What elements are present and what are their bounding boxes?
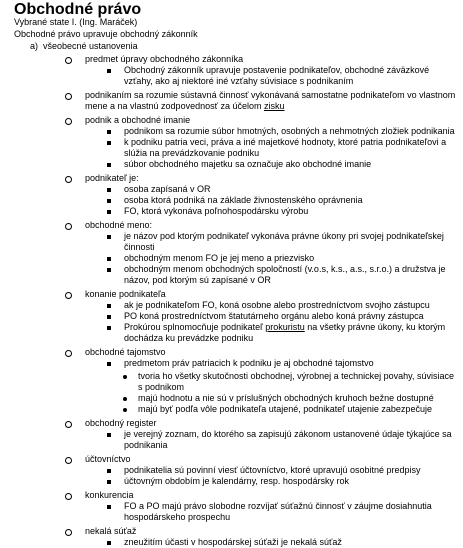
circle-bullet-icon (65, 118, 72, 125)
point (107, 322, 456, 344)
point-list (107, 126, 456, 170)
square-bullet-icon (107, 130, 111, 134)
square-bullet-icon (107, 257, 111, 261)
dot-bullet-icon (123, 397, 127, 401)
circle-bullet-icon (65, 493, 72, 500)
section-commercial-register (65, 418, 456, 451)
subpoint-list (123, 371, 456, 415)
point-text: osoba ktorá podniká na základe živnostenského oprávnenia (124, 195, 363, 205)
section-label: účtovníctvo (85, 454, 131, 464)
document-subtitle: Vybrané state I. (Ing. Maráček) (14, 17, 138, 27)
point-list (107, 537, 456, 548)
section-subject (65, 54, 456, 87)
square-bullet-icon (107, 362, 111, 366)
point-list (107, 184, 456, 217)
point-text: predmetom práv patriacich k podniku je aj obchodné tajomstvo (124, 358, 374, 368)
section-trade-secret (65, 347, 456, 415)
point-text: FO, ktorá vykonáva poľnohospodársku výrobu (124, 206, 309, 216)
subpoint (123, 404, 456, 415)
outline-marker: a) (30, 41, 39, 51)
point-text-end: na všetky právne úkony, ku ktorým dochádza ku prevádzke podniku (124, 322, 446, 343)
square-bullet-icon (107, 541, 111, 545)
document-title: Obchodné právo (14, 1, 142, 18)
point (107, 65, 456, 87)
point-text: je názov pod ktorým podnikateľ vykonáva právne úkony pri svojej podnikateľskej činnosti (124, 231, 444, 252)
point-text (107, 322, 456, 344)
subpoint-text: majú hodnotu a nie sú v príslušných obchodných kruhoch bežne dostupné (138, 393, 434, 403)
square-bullet-icon (107, 469, 111, 473)
point-list (107, 231, 456, 286)
circle-bullet-icon (65, 93, 72, 100)
point-list (107, 501, 456, 523)
outline-label: všeobecné ustanovenia (43, 41, 138, 51)
section-enterprise-definition (65, 90, 456, 112)
point-list (107, 300, 456, 344)
underlined-term: prokuristu (265, 322, 305, 332)
section-unfair-competition (65, 526, 456, 548)
section-competition (65, 490, 456, 523)
section-label: konanie podnikateľa (85, 289, 166, 299)
point-text: ak je podnikateľom FO, koná osobne alebo prostredníctvom svojho zástupcu (124, 300, 430, 310)
point-text: je verejný zoznam, do ktorého sa zapisujú zákonom ustanovené údaje týkajúce sa podnikania (124, 429, 452, 450)
square-bullet-icon (107, 326, 111, 330)
square-bullet-icon (107, 304, 111, 308)
square-bullet-icon (107, 480, 111, 484)
point-text-start: Prokúrou splnomocňuje podnikateľ (124, 322, 266, 332)
square-bullet-icon (107, 199, 111, 203)
point (107, 206, 456, 217)
point (107, 126, 456, 137)
point-text: k podniku patria veci, práva a iné majetkové hodnoty, ktoré patria podnikateľovi a slúžia na prevádzkovanie podniku (124, 137, 447, 158)
subpoint-text: tvoria ho všetky skutočnosti obchodnej, výrobnej a technickej povahy, súvisiace s podnikom (138, 371, 455, 392)
point-text: obchodným menom obchodných spoločností (v.o.s, k.s., a.s., s.r.o.) a družstva je názov, pod ktorým sú zapísané v OR (124, 264, 446, 285)
section-accounting (65, 454, 456, 487)
section-label: podnik a obchodné imanie (85, 115, 191, 125)
section-label: obchodné tajomstvo (85, 347, 166, 357)
point-list (107, 65, 456, 87)
point-list (107, 358, 456, 415)
point (107, 429, 456, 451)
section-label (65, 90, 456, 112)
circle-bullet-icon (65, 421, 72, 428)
square-bullet-icon (107, 433, 111, 437)
square-bullet-icon (107, 235, 111, 239)
document-intro: Obchodné právo upravuje obchodný zákonník (14, 29, 198, 39)
circle-bullet-icon (65, 292, 72, 299)
square-bullet-icon (107, 505, 111, 509)
underlined-term: zisku (264, 101, 285, 111)
dot-bullet-icon (123, 408, 127, 412)
section-label: nekalá súťaž (85, 526, 137, 536)
point (107, 159, 456, 170)
point (107, 264, 456, 286)
circle-bullet-icon (65, 176, 72, 183)
point-text: súbor obchodného majetku sa označuje ako obchodné imanie (124, 159, 372, 169)
point-text: účtovným obdobím je kalendárny, resp. hospodársky rok (124, 476, 349, 486)
section-label: obchodné meno: (85, 220, 153, 230)
point (107, 300, 456, 311)
section-label-text: podnikaním sa rozumie sústavná činnosť vykonávaná samostatne podnikateľom vo vlastnom mene a na vlastnú zodpovednosť za účelom (85, 90, 456, 111)
section-business-name (65, 220, 456, 286)
point (107, 195, 456, 206)
circle-bullet-icon (65, 529, 72, 536)
section-acting (65, 289, 456, 344)
point-text: zneužitím účasti v hospodárskej súťaži je nekalá súťaž (124, 537, 342, 547)
circle-bullet-icon (65, 223, 72, 230)
subpoint-text: majú byť podľa vôle podnikateľa utajené, podnikateľ utajenie zabezpečuje (138, 404, 432, 414)
subpoint (123, 393, 456, 404)
square-bullet-icon (107, 210, 111, 214)
point (107, 537, 456, 548)
square-bullet-icon (107, 69, 111, 73)
square-bullet-icon (107, 163, 111, 167)
outline-item-general-provisions (30, 41, 456, 548)
dot-bullet-icon (123, 375, 127, 379)
outline-level-1 (30, 41, 456, 548)
point (107, 137, 456, 159)
subpoint (123, 371, 456, 393)
square-bullet-icon (107, 141, 111, 145)
point-list (107, 465, 456, 487)
point (107, 231, 456, 253)
point (107, 476, 456, 487)
point-text: osoba zapísaná v OR (124, 184, 211, 194)
point-text: PO koná prostredníctvom štatutárneho orgánu alebo koná právny zástupca (124, 311, 424, 321)
point-list (107, 429, 456, 451)
point (107, 253, 456, 264)
point (107, 465, 456, 476)
point (107, 311, 456, 322)
section-label: podnikateľ je: (85, 173, 139, 183)
point-text: podnikatelia sú povinní viesť účtovníctvo, ktoré upravujú osobitné predpisy (124, 465, 421, 475)
section-label: obchodný register (85, 418, 157, 428)
point (107, 501, 456, 523)
square-bullet-icon (107, 188, 111, 192)
section-list (65, 54, 456, 548)
point-text: podnikom sa rozumie súbor hmotných, osobných a nehmotných zložiek podnikania (124, 126, 455, 136)
section-enterprise (65, 115, 456, 170)
section-label: predmet úpravy obchodného zákonníka (85, 54, 244, 64)
circle-bullet-icon (65, 350, 72, 357)
point (107, 184, 456, 195)
point-text: FO a PO majú právo slobodne rozvíjať súťažnú činnosť v záujme dosiahnutia hospodárskeho prospechu (124, 501, 432, 522)
section-entrepreneur (65, 173, 456, 217)
point-text: obchodným menom FO je jej meno a priezvisko (124, 253, 315, 263)
square-bullet-icon (107, 268, 111, 272)
point-text: Obchodný zákonník upravuje postavenie podnikateľov, obchodné záväzkové vzťahy, ako aj niektoré iné vzťahy súvisiace s podnikaním (124, 65, 430, 86)
point (107, 358, 456, 415)
circle-bullet-icon (65, 57, 72, 64)
square-bullet-icon (107, 315, 111, 319)
section-label: konkurencia (85, 490, 134, 500)
circle-bullet-icon (65, 457, 72, 464)
